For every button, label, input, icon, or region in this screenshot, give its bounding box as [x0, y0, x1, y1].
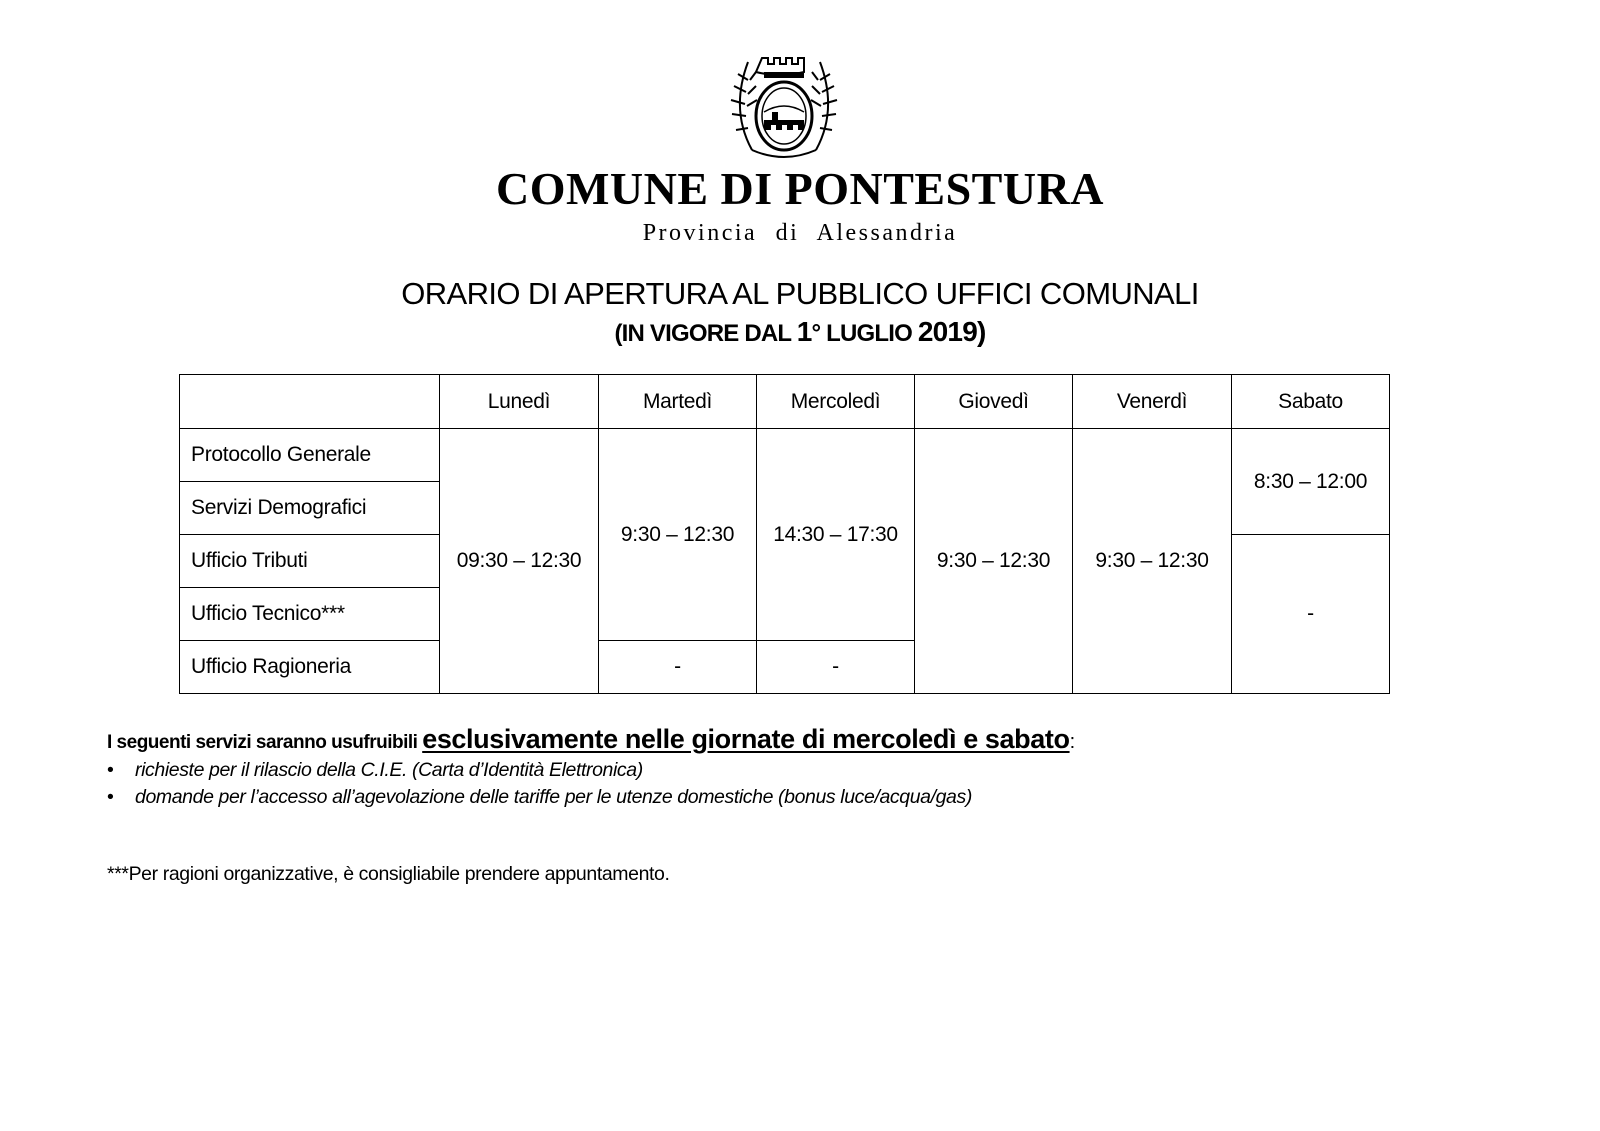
footnote: ***Per ragioni organizzative, è consigliabile prendere appuntamento. [107, 863, 670, 885]
office-name: Protocollo Generale [180, 429, 440, 482]
office-name: Servizi Demografici [180, 482, 440, 535]
day-header: Mercoledì [757, 375, 915, 429]
hours-sabato-closed: - [1232, 535, 1390, 694]
effective-date-year: 2019) [917, 316, 986, 347]
table-header-row [180, 375, 1390, 429]
services-note-intro: I seguenti servizi saranno usufruibili [107, 732, 423, 753]
office-name: Ufficio Tributi [180, 535, 440, 588]
municipality-title: COMUNE DI PONTESTURA [495, 163, 1105, 214]
effective-date-part: (IN VIGORE DAL [614, 320, 797, 347]
hours-venerdi: 9:30 – 12:30 [1073, 429, 1232, 694]
hours-sabato: 8:30 – 12:00 [1232, 429, 1390, 535]
office-name: Ufficio Tecnico*** [180, 588, 440, 641]
hours-mercoledi-ragioneria: - [757, 641, 915, 694]
day-header: Martedì [599, 375, 757, 429]
opening-hours-table [179, 374, 1390, 694]
list-item-text: domande per l’accesso all’agevolazione delle tariffe per le utenze domestiche (bonus luce/acqua/gas) [135, 786, 972, 808]
list-item [107, 759, 972, 786]
office-name: Ufficio Ragioneria [180, 641, 440, 694]
hours-martedi: 9:30 – 12:30 [599, 429, 757, 641]
hours-giovedi: 9:30 – 12:30 [915, 429, 1073, 694]
effective-date [0, 316, 1600, 348]
corner-cell [180, 375, 440, 429]
effective-date-month: ° LUGLIO [811, 320, 918, 347]
hours-mercoledi: 14:30 – 17:30 [757, 429, 915, 641]
services-note-emphasis: esclusivamente nelle giornate di mercoledì e sabato [422, 724, 1070, 754]
day-header: Giovedì [915, 375, 1073, 429]
services-note [107, 724, 1075, 755]
bullet-icon: • [107, 759, 114, 781]
day-header: Venerdì [1073, 375, 1232, 429]
list-item-text: richieste per il rilascio della C.I.E. (Carta d’Identità Elettronica) [135, 759, 643, 781]
effective-date-day: 1 [796, 316, 812, 347]
hours-lunedi: 09:30 – 12:30 [440, 429, 599, 694]
table-row [180, 429, 1390, 482]
document-heading: ORARIO DI APERTURA AL PUBBLICO UFFICI COMUNALI [401, 276, 1199, 311]
services-list [107, 759, 972, 813]
day-header: Lunedì [440, 375, 599, 429]
coat-of-arms-logo [722, 50, 846, 162]
hours-martedi-ragioneria: - [599, 641, 757, 694]
services-note-colon: : [1069, 731, 1075, 753]
province-subtitle: Provincia di Alessandria [642, 220, 958, 246]
list-item [107, 786, 972, 813]
day-header: Sabato [1232, 375, 1390, 429]
bullet-icon: • [107, 786, 114, 808]
